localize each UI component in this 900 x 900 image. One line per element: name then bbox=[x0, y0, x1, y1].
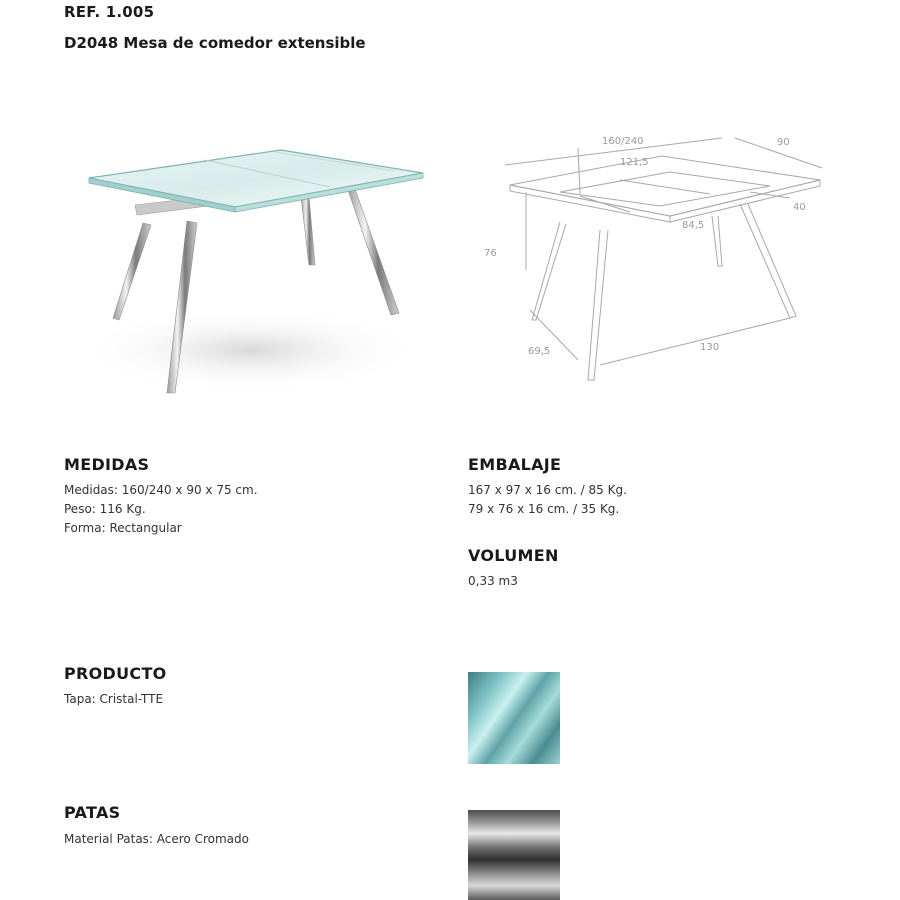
dim-length: 160/240 bbox=[602, 136, 644, 147]
dim-mid: 84,5 bbox=[682, 220, 705, 231]
dim-height: 76 bbox=[484, 248, 497, 259]
dim-side: 40 bbox=[793, 202, 806, 213]
medidas-list bbox=[64, 481, 258, 538]
producto-line: Tapa: Cristal-TTE bbox=[64, 692, 164, 706]
dim-leg-depth: 69,5 bbox=[528, 346, 551, 357]
dim-width: 90 bbox=[777, 137, 790, 148]
table-dimension-drawing bbox=[470, 130, 850, 390]
medidas-heading: MEDIDAS bbox=[64, 455, 150, 474]
dim-inner: 121,5 bbox=[620, 157, 649, 168]
dim-leg-span: 130 bbox=[700, 342, 720, 353]
reference-code: REF. 1.005 bbox=[64, 3, 155, 21]
embalaje-line: 79 x 76 x 16 cm. / 35 Kg. bbox=[468, 502, 620, 516]
volumen-heading: VOLUMEN bbox=[468, 546, 559, 565]
medidas-line: Peso: 116 Kg. bbox=[64, 502, 146, 516]
table-photo bbox=[75, 135, 435, 400]
chrome-steel-swatch bbox=[468, 810, 560, 900]
embalaje-heading: EMBALAJE bbox=[468, 455, 562, 474]
patas-heading: PATAS bbox=[64, 803, 121, 822]
embalaje-line: 167 x 97 x 16 cm. / 85 Kg. bbox=[468, 483, 627, 497]
patas-line: Material Patas: Acero Cromado bbox=[64, 832, 249, 846]
volumen-value: 0,33 m3 bbox=[468, 574, 518, 588]
embalaje-list bbox=[468, 481, 627, 519]
product-title: D2048 Mesa de comedor extensible bbox=[64, 34, 366, 52]
glass-swatch bbox=[468, 672, 560, 764]
medidas-line: Medidas: 160/240 x 90 x 75 cm. bbox=[64, 483, 258, 497]
producto-heading: PRODUCTO bbox=[64, 664, 167, 683]
medidas-line: Forma: Rectangular bbox=[64, 521, 182, 535]
